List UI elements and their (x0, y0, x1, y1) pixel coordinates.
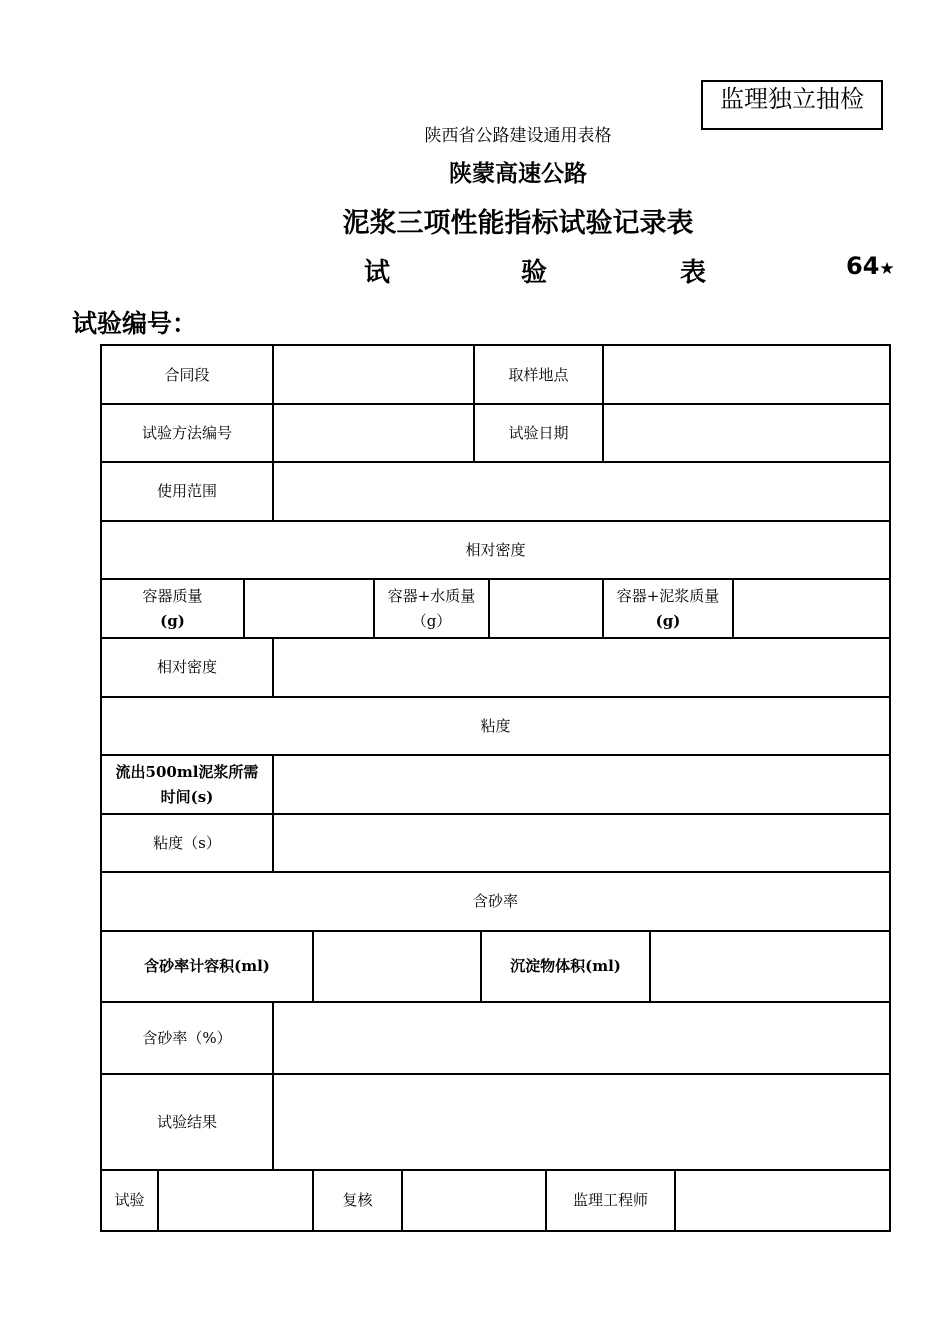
test-date-field[interactable] (604, 405, 889, 461)
reviewer-label: 复核 (342, 1191, 373, 1209)
container-water-mass-line-2: （g） (411, 611, 452, 630)
tester-signature-field[interactable] (159, 1171, 312, 1230)
spaced-title-1: 试 (364, 258, 391, 288)
contract-section-label: 合同段 (164, 365, 210, 384)
container-water-mass-label (375, 580, 488, 637)
container-water-mass-line-1: 容器+水质量 (387, 586, 476, 605)
flow-time-line-1: 流出500ml泥浆所需 (115, 762, 259, 781)
sand-content-field[interactable] (274, 1003, 889, 1073)
test-date-label: 试验日期 (508, 423, 569, 442)
spaced-title-2: 验 (521, 258, 548, 288)
star-icon: ★ (879, 259, 895, 279)
sediment-volume-label: 沉淀物体积(ml) (510, 957, 621, 975)
container-slurry-mass-label (604, 580, 732, 637)
sampling-location-field[interactable] (604, 347, 889, 403)
relative-density-label: 相对密度 (156, 658, 217, 676)
sand-content-label: 含砂率（%） (142, 1028, 232, 1047)
scope-field[interactable] (274, 463, 889, 520)
method-number-label: 试验方法编号 (141, 423, 232, 442)
viscosity-label: 粘度（s） (153, 833, 221, 852)
tester-label: 试验 (114, 1191, 145, 1209)
test-result-label: 试验结果 (156, 1112, 217, 1131)
contract-section-field[interactable] (274, 347, 473, 403)
relative-density-section-title: 相对密度 (465, 540, 526, 559)
flow-time-line-2: 时间(s) (160, 787, 214, 806)
form-title: 泥浆三项性能指标试验记录表 (342, 208, 694, 239)
sand-meter-volume-label: 含砂率计容积(ml) (144, 957, 270, 975)
sediment-volume-field[interactable] (651, 932, 889, 1001)
container-slurry-mass-field[interactable] (734, 580, 889, 637)
spaced-title-3: 表 (680, 258, 707, 288)
container-slurry-mass-line-1: 容器+泥浆质量 (616, 586, 720, 605)
container-mass-line-1: 容器质量 (142, 586, 203, 605)
container-water-mass-field[interactable] (490, 580, 602, 637)
reviewer-signature-field[interactable] (403, 1171, 545, 1230)
container-mass-line-2: (g) (160, 611, 185, 630)
test-number-label: 试验编号： (72, 309, 198, 338)
scope-label: 使用范围 (156, 482, 217, 500)
container-slurry-mass-line-2: (g) (655, 611, 681, 630)
container-mass-label (102, 580, 243, 637)
relative-density-field[interactable] (274, 639, 889, 696)
sand-meter-volume-field[interactable] (314, 932, 480, 1001)
project-name: 陕蒙高速公路 (449, 161, 587, 187)
supervisor-signature-field[interactable] (676, 1171, 889, 1230)
form-number (846, 252, 895, 280)
flow-time-field[interactable] (274, 756, 889, 813)
sampling-location-label: 取样地点 (508, 365, 569, 384)
viscosity-section-title: 粘度 (480, 716, 511, 735)
sand-content-section-title: 含砂率 (472, 892, 518, 910)
method-number-field[interactable] (274, 405, 473, 461)
viscosity-field[interactable] (274, 815, 889, 871)
test-result-field[interactable] (274, 1075, 889, 1169)
supervision-stamp: 监理独立抽检 (701, 80, 883, 130)
supervisor-label: 监理工程师 (572, 1191, 648, 1209)
general-form-caption: 陕西省公路建设通用表格 (424, 126, 612, 146)
container-mass-field[interactable] (245, 580, 373, 637)
flow-time-label (102, 756, 272, 813)
form-number-value: 64 (846, 252, 880, 280)
